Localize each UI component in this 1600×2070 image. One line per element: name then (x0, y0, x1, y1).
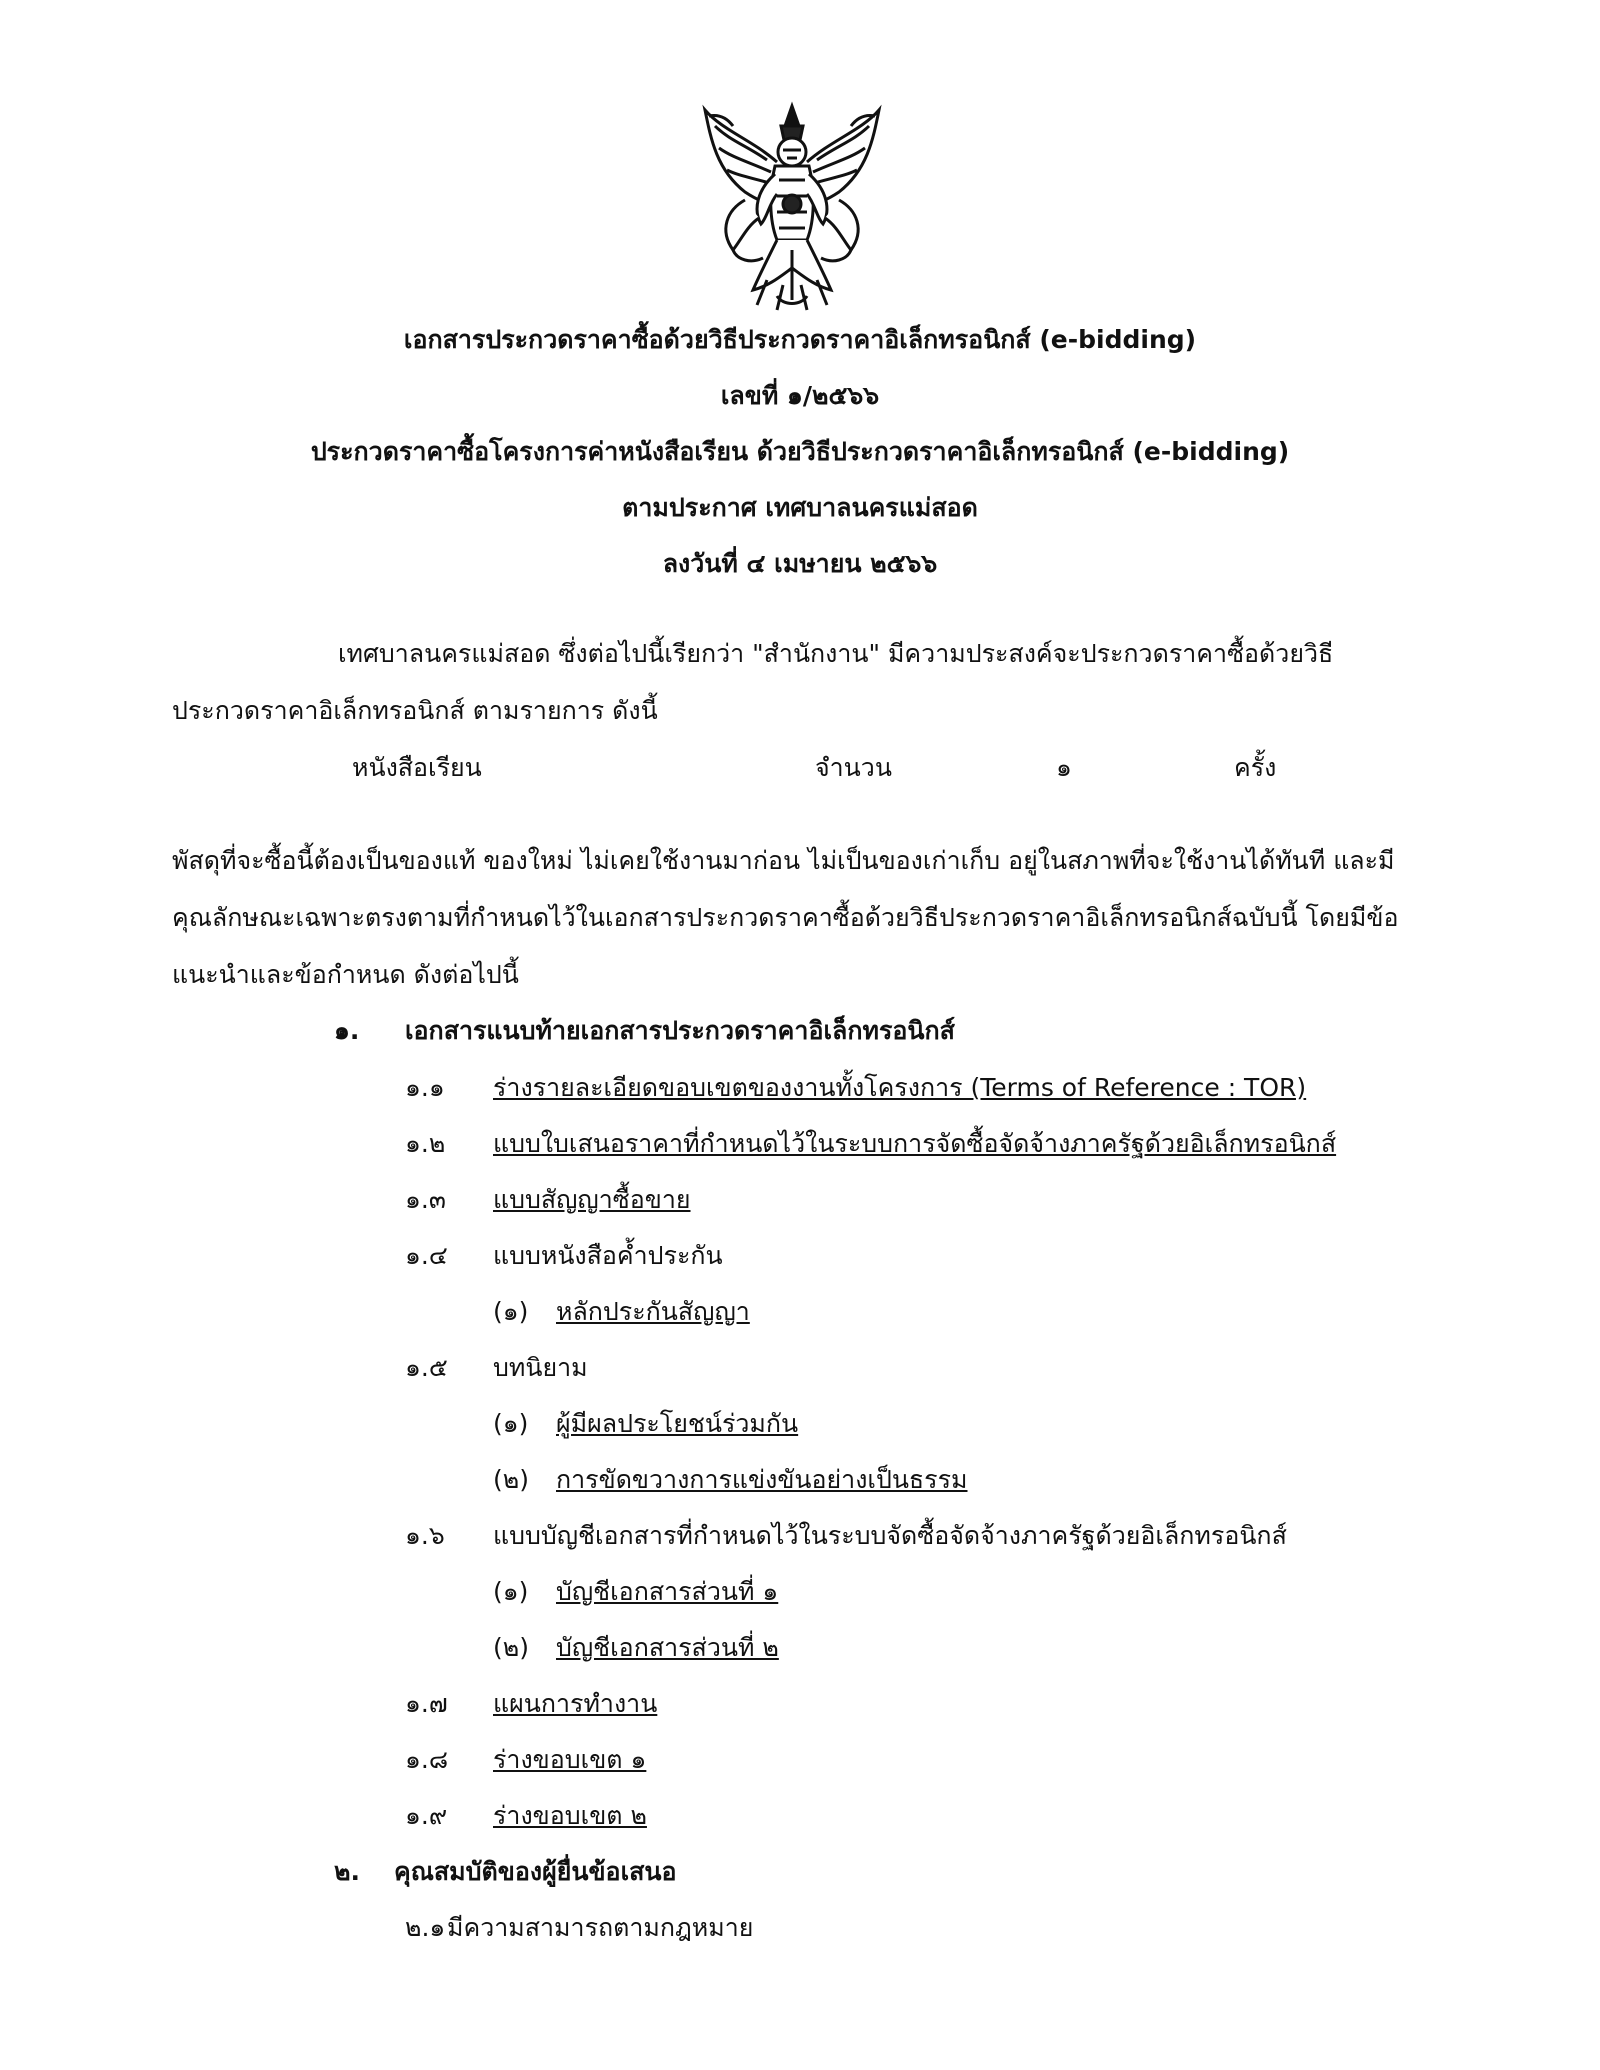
item-number: ๑.๕ (405, 1353, 448, 1382)
conditions-line-2: คุณลักษณะเฉพาะตรงตามที่กำหนดไว้ในเอกสารประกวดราคาซื้อด้วยวิธีประกวดราคาอิเล็กทรอนิกส์ฉบับนี้ โดยมีข้อ (172, 903, 1399, 932)
section-2-title: คุณสมบัติของผู้ยื่นข้อเสนอ (394, 1857, 677, 1886)
item-qty-label: จำนวน (815, 753, 892, 782)
item-number: ๑.๑ (405, 1073, 445, 1102)
subitem-number: (๑) (493, 1297, 529, 1326)
item-number: ๑.๒ (405, 1129, 446, 1158)
item-label: แบบบัญชีเอกสารที่กำหนดไว้ในระบบจัดซื้อจัดจ้างภาครัฐด้วยอิเล็กทรอนิกส์ (493, 1521, 1287, 1550)
section-2-number: ๒. (334, 1857, 360, 1886)
attachment-link-scope-2[interactable]: ร่างขอบเขต ๒ (493, 1801, 647, 1830)
attachment-link-scope-1[interactable]: ร่างขอบเขต ๑ (493, 1745, 647, 1774)
item-number: ๑.๙ (405, 1801, 448, 1830)
announcement-line: ตามประกาศ เทศบาลนครแม่สอด (622, 493, 978, 522)
attachment-link-work-plan[interactable]: แผนการทำงาน (493, 1689, 658, 1718)
attachment-link-guarantee[interactable]: หลักประกันสัญญา (556, 1297, 750, 1326)
item-name: หนังสือเรียน (352, 753, 482, 782)
item-number: ๑.๔ (405, 1241, 448, 1270)
section-1-number: ๑. (334, 1016, 360, 1045)
item-number: ๑.๗ (405, 1689, 448, 1718)
attachment-link-joint-interest[interactable]: ผู้มีผลประโยชน์ร่วมกัน (556, 1409, 799, 1438)
document-title: เอกสารประกวดราคาซื้อด้วยวิธีประกวดราคาอิเล็กทรอนิกส์ (e-bidding) (403, 325, 1197, 354)
subitem-number: (๒) (493, 1633, 529, 1662)
item-label: บทนิยาม (493, 1353, 588, 1382)
conditions-line-3: แนะนำและข้อกำหนด ดังต่อไปนี้ (172, 960, 519, 989)
subitem-number: (๑) (493, 1409, 529, 1438)
attachment-link-fair-competition[interactable]: การขัดขวางการแข่งขันอย่างเป็นธรรม (556, 1465, 968, 1494)
document-number: เลขที่ ๑/๒๕๖๖ (720, 381, 880, 410)
section-1-title: เอกสารแนบท้ายเอกสารประกวดราคาอิเล็กทรอนิกส์ (405, 1016, 955, 1045)
item-number: ๑.๓ (405, 1185, 446, 1214)
item-unit: ครั้ง (1234, 753, 1277, 782)
conditions-line-1: พัสดุที่จะซื้อนี้ต้องเป็นของแท้ ของใหม่ ไม่เคยใช้งานมาก่อน ไม่เป็นของเก่าเก็บ อยู่ในสภาพที่จะใช้งานได้ทันที และมี (172, 846, 1395, 875)
attachment-link-document-list-2[interactable]: บัญชีเอกสารส่วนที่ ๒ (556, 1633, 779, 1662)
attachment-link-bid-form[interactable]: แบบใบเสนอราคาที่กำหนดไว้ในระบบการจัดซื้อจัดจ้างภาครัฐด้วยอิเล็กทรอนิกส์ (493, 1129, 1337, 1158)
item-label: แบบหนังสือค้ำประกัน (493, 1241, 723, 1270)
item-label: มีความสามารถตามกฎหมาย (447, 1913, 754, 1942)
item-number: ๑.๖ (405, 1521, 445, 1550)
item-number: ๑.๘ (405, 1745, 449, 1774)
project-title: ประกวดราคาซื้อโครงการค่าหนังสือเรียน ด้วยวิธีประกวดราคาอิเล็กทรอนิกส์ (e-bidding) (310, 437, 1290, 466)
attachment-link-tor[interactable]: ร่างรายละเอียดขอบเขตของงานทั้งโครงการ (Terms of Reference : TOR) (493, 1073, 1307, 1102)
intro-line-2: ประกวดราคาอิเล็กทรอนิกส์ ตามรายการ ดังนี้ (172, 696, 658, 725)
garuda-emblem-icon (697, 100, 887, 315)
item-number: ๒.๑ (405, 1913, 446, 1942)
date-line: ลงวันที่ ๔ เมษายน ๒๕๖๖ (662, 549, 938, 578)
subitem-number: (๒) (493, 1465, 529, 1494)
attachment-link-contract[interactable]: แบบสัญญาซื้อขาย (493, 1185, 691, 1214)
intro-line-1: เทศบาลนครแม่สอด ซึ่งต่อไปนี้เรียกว่า "สำนักงาน" มีความประสงค์จะประกวดราคาซื้อด้วยวิธี (338, 639, 1334, 668)
item-qty: ๑ (1056, 753, 1072, 782)
attachment-link-document-list-1[interactable]: บัญชีเอกสารส่วนที่ ๑ (556, 1577, 779, 1606)
subitem-number: (๑) (493, 1577, 529, 1606)
